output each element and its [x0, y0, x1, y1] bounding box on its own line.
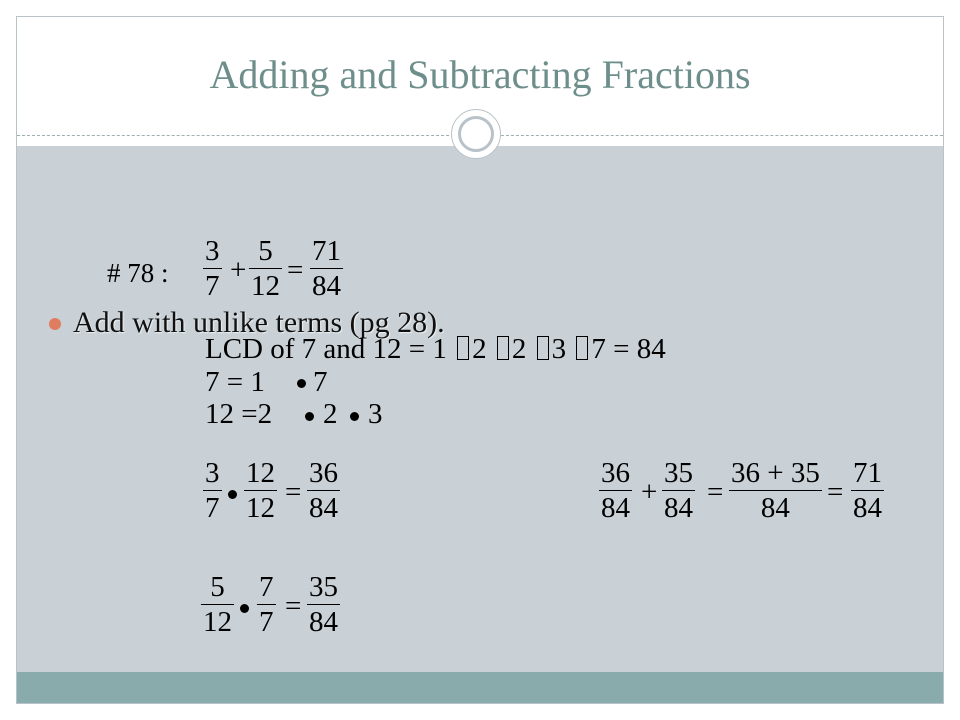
denominator: 84 — [853, 492, 882, 524]
missing-glyph-icon — [497, 336, 509, 360]
slide-title: Adding and Subtracting Fractions — [209, 52, 751, 97]
lcd-prefix: LCD of 7 and 12 = 1 — [205, 333, 447, 365]
denominator: 84 — [312, 270, 341, 302]
slide — [16, 16, 944, 704]
equals-sign: = — [287, 254, 304, 286]
fraction — [307, 570, 340, 639]
denominator: 12 — [203, 606, 232, 638]
footer-bar — [17, 672, 943, 704]
problem-label: # 78 : — [107, 258, 169, 288]
fraction — [662, 456, 695, 525]
denominator: 7 — [205, 492, 220, 524]
equals-sign: = — [707, 476, 724, 508]
bullet-text: Add with unlike terms (pg 28). — [73, 306, 445, 339]
fraction — [249, 234, 282, 303]
fraction — [851, 456, 884, 525]
multiply-dot — [305, 412, 314, 421]
plus-sign: + — [230, 254, 247, 286]
plus-sign: + — [641, 476, 658, 508]
denominator: 84 — [309, 606, 338, 638]
equals-sign: = — [613, 333, 630, 365]
factor-seven-suffix: 7 — [313, 366, 328, 398]
numerator: 3 — [205, 457, 220, 489]
fraction — [257, 570, 276, 639]
denominator: 84 — [664, 492, 693, 524]
equals-sign: = — [285, 476, 302, 508]
numerator: 12 — [246, 457, 275, 489]
multiply-dot — [350, 412, 359, 421]
numerator: 5 — [258, 235, 273, 267]
fraction — [307, 456, 340, 525]
numerator: 71 — [312, 235, 341, 267]
denominator: 84 — [309, 492, 338, 524]
equals-sign: = — [285, 590, 302, 622]
lcd-value: 84 — [636, 333, 666, 365]
factor-twelve-mid: 2 — [323, 398, 338, 430]
denominator: 7 — [259, 606, 274, 638]
fraction — [201, 570, 234, 639]
missing-glyph-icon — [576, 336, 588, 360]
numerator: 35 — [309, 571, 338, 603]
numerator: 5 — [210, 571, 225, 603]
lcd-line — [205, 332, 666, 366]
denominator: 84 — [601, 492, 630, 524]
fraction — [599, 456, 632, 525]
numerator: 36 — [601, 457, 630, 489]
denominator: 84 — [760, 492, 790, 524]
multiply-dot — [228, 490, 237, 499]
equals-sign: = — [827, 476, 844, 508]
factor-twelve-prefix: 12 =2 — [205, 398, 273, 430]
content-panel — [17, 146, 943, 672]
multiply-dot — [240, 604, 249, 613]
fraction — [729, 456, 822, 525]
lcd-factor: 3 — [551, 333, 567, 365]
fraction — [203, 456, 222, 525]
bullet-icon — [49, 318, 61, 330]
denominator: 12 — [246, 492, 275, 524]
lcd-factor: 2 — [472, 333, 487, 365]
numerator: 71 — [853, 457, 882, 489]
missing-glyph-icon — [457, 336, 469, 360]
numerator: 36 — [309, 457, 338, 489]
lcd-factor: 7 — [591, 333, 606, 365]
denominator: 7 — [205, 270, 220, 302]
numerator: 35 — [664, 457, 693, 489]
factor-twelve-suffix: 3 — [368, 398, 383, 430]
lcd-factor: 2 — [511, 333, 527, 365]
fraction — [203, 234, 222, 303]
numerator: 7 — [259, 571, 274, 603]
missing-glyph-icon — [537, 336, 549, 360]
ring-ornament-icon — [451, 109, 501, 159]
factor-seven-prefix: 7 = 1 — [205, 366, 265, 398]
numerator: 36 + 35 — [731, 457, 820, 489]
numerator: 3 — [205, 235, 220, 267]
fraction — [310, 234, 343, 303]
denominator: 12 — [251, 270, 280, 302]
multiply-dot — [297, 379, 306, 388]
fraction — [244, 456, 277, 525]
